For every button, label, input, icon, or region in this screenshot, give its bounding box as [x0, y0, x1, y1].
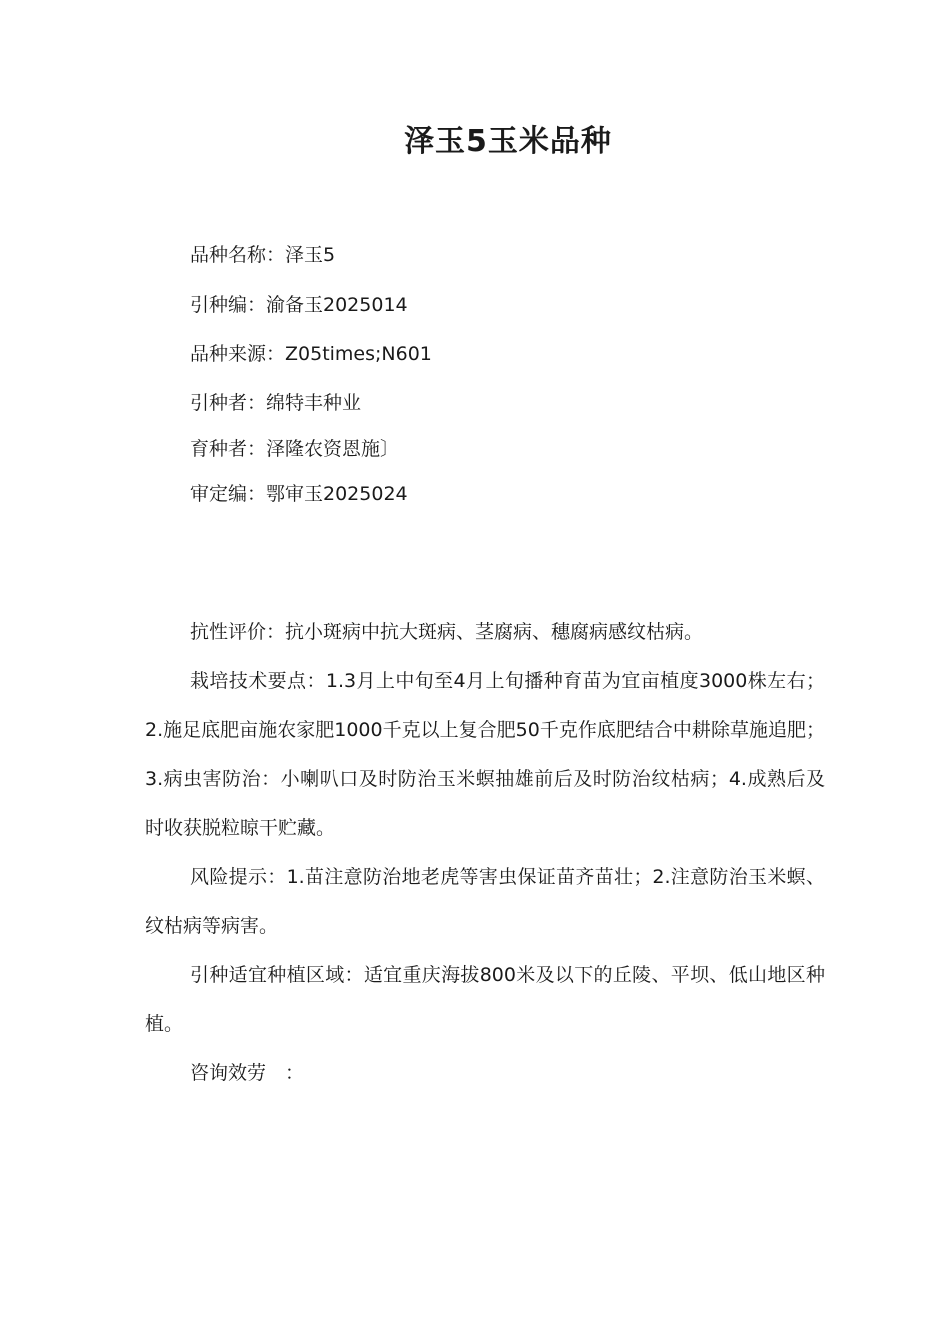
info-introducer: 引种者：绵特丰种业: [190, 392, 362, 414]
info-breeder: 育种者：泽隆农资恩施〕: [190, 438, 400, 460]
info-approval-number: 审定编：鄂审玉2025024: [190, 483, 408, 505]
paragraph-consultation: 咨询效劳 ：: [190, 1062, 305, 1084]
paragraph-cultivation: 栽培技术要点：1.3月上中旬至4月上旬播种育苗为宜亩植度3000株左右；2.施足底肥亩施农家肥1000千克以上复合肥50千克作底肥结合中耕除草施追肥；3.病虫害防治：小喇叭口及时防治玉米螟抽雄前后及时防治纹枯病；4.成熟后及时收获脱粒晾干贮藏。: [145, 670, 825, 839]
paragraph-risk: 风险提示：1.苗注意防治地老虎等害虫保证苗齐苗壮；2.注意防治玉米螟、纹枯病等病害。: [145, 866, 825, 937]
document-title: 泽玉5玉米品种: [404, 124, 612, 159]
document-body: [145, 608, 825, 1098]
info-variety-name: 品种名称：泽玉5: [190, 244, 336, 266]
info-variety-source: 品种来源：Z05times;N601: [190, 343, 432, 365]
info-introduction-number: 引种编：渝备玉2025014: [190, 294, 408, 316]
paragraph-suitable-region: 引种适宜种植区域：适宜重庆海拔800米及以下的丘陵、平坝、低山地区种植。: [145, 964, 825, 1035]
paragraph-resistance: 抗性评价：抗小斑病中抗大斑病、茎腐病、穗腐病感纹枯病。: [190, 621, 704, 643]
